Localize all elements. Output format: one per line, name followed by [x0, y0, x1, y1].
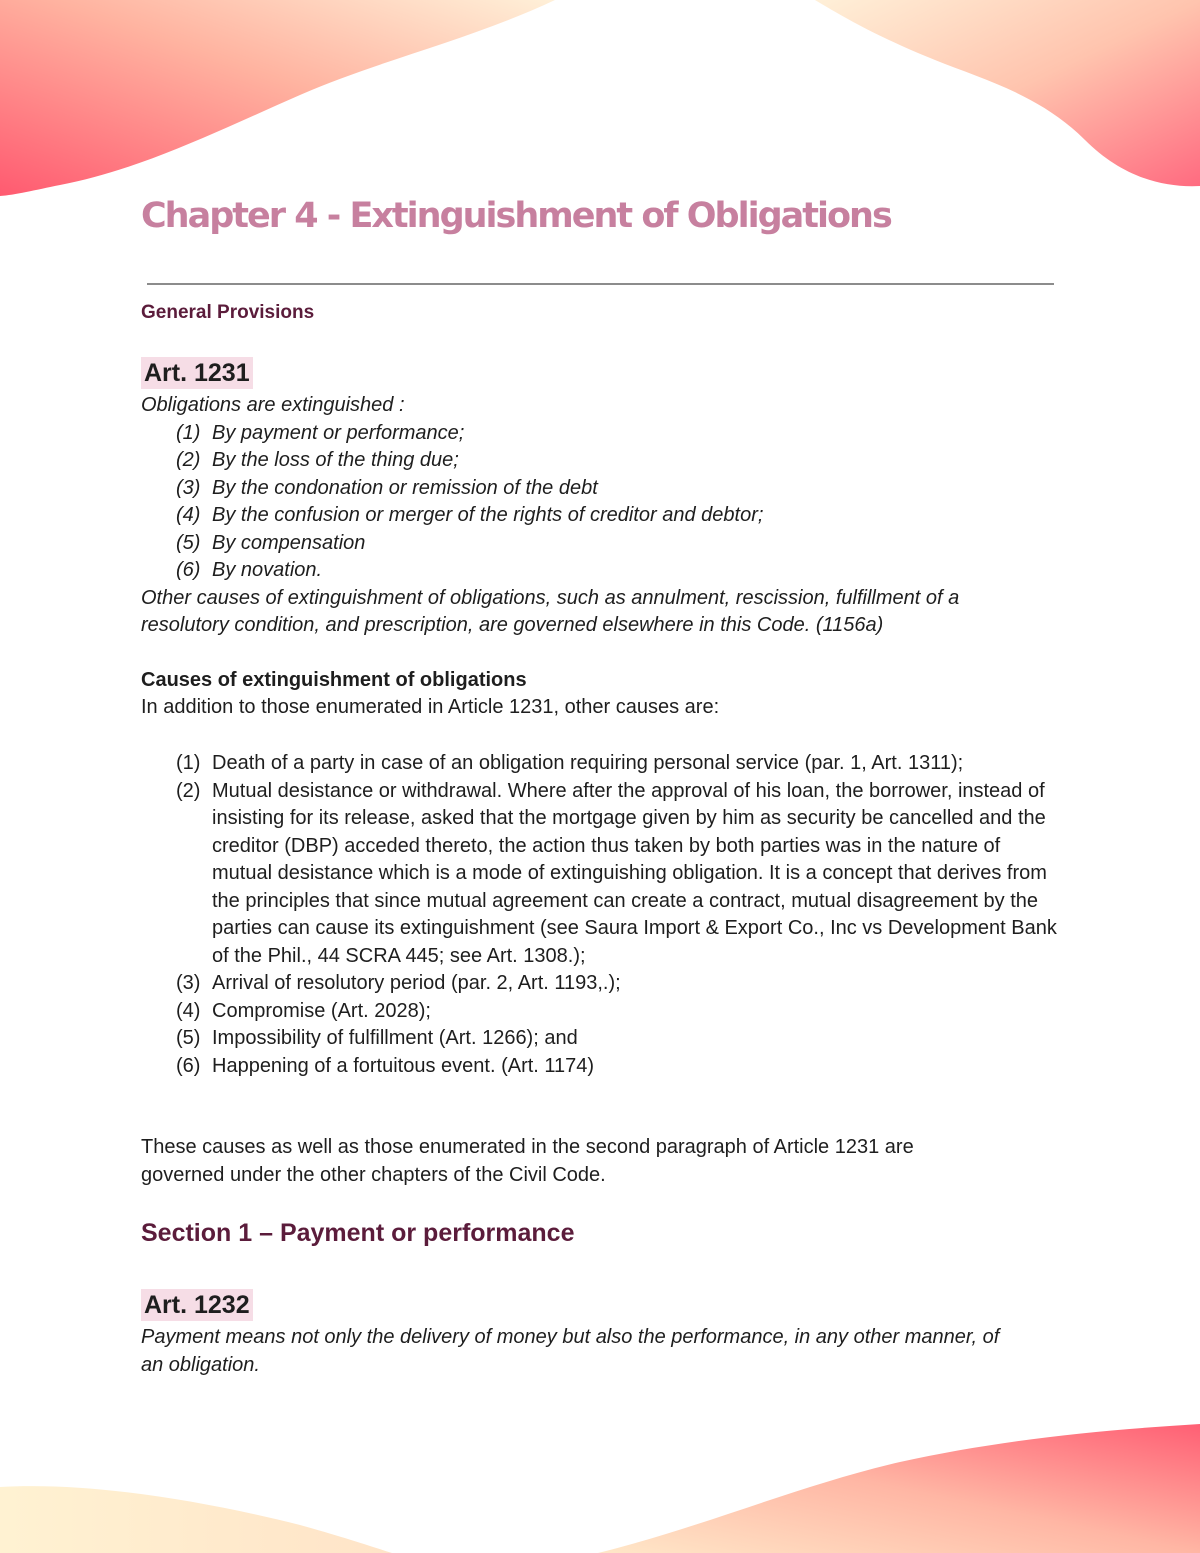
causes-heading: Causes of extinguishment of obligations — [141, 669, 527, 691]
causes-intro: In addition to those enumerated in Article 1231, other causes are: — [141, 696, 720, 718]
section-1-heading: Section 1 – Payment or performance — [141, 1219, 575, 1247]
art-1232-text: Payment means not only the delivery of money but also the performance, in any other manner, of an obligation. — [141, 1326, 1000, 1376]
title-divider — [147, 283, 1054, 285]
art-1231-list — [141, 420, 1061, 585]
list-item-text: By compensation — [212, 531, 366, 554]
list-item — [141, 778, 1061, 971]
list-item-text: By payment or performance; — [212, 421, 465, 444]
art-1232-heading-wrap — [141, 1289, 253, 1321]
list-item — [141, 1053, 1061, 1081]
list-item-number: (1) — [176, 752, 201, 774]
causes-list — [141, 750, 1061, 1080]
list-item-text: Mutual desistance or withdrawal. Where after the approval of his loan, the borrower, instead of insisting for its release, asked that the mortgage given by him as security be cancelled and the creditor (DBP) acceded thereto, the action thus taken by both parties was in the nature of mutual desistance which is a mode of extinguishing obligation. It is a concept that derives from the principles that since mutual agreement can create a contract, mutual disagreement by the parties can cause its extinguishment (see Saura Import & Export Co., Inc vs Development Bank of the Phil., 44 SCRA 445; see Art. 1308.); — [212, 779, 1057, 967]
list-item — [141, 475, 1061, 503]
list-item — [141, 970, 1061, 998]
list-item-text: Death of a party in case of an obligation requiring personal service (par. 1, Art. 1311); — [212, 752, 964, 774]
list-item-text: Impossibility of fulfillment (Art. 1266); and — [212, 1027, 578, 1049]
list-item — [141, 502, 1061, 530]
list-item — [141, 420, 1061, 448]
list-item — [141, 1025, 1061, 1053]
list-item-number: (6) — [176, 1054, 201, 1077]
list-item-number: (4) — [176, 504, 201, 526]
top-left-wave — [0, 0, 555, 196]
list-item-text: Arrival of resolutory period (par. 2, Art. 1193,.); — [212, 972, 621, 994]
list-item-text: By the condonation or remission of the debt — [212, 476, 598, 499]
art-1232-heading: Art. 1232 — [141, 1289, 253, 1321]
art-1231-heading-wrap — [141, 357, 253, 389]
list-item-number: (3) — [176, 972, 201, 994]
list-item-number: (2) — [176, 449, 201, 471]
list-item — [141, 750, 1061, 778]
list-item — [141, 557, 1061, 585]
art-1231-body — [141, 392, 1061, 640]
list-item-text: Compromise (Art. 2028); — [212, 999, 431, 1022]
list-item-number: (1) — [176, 421, 201, 444]
list-item-number: (3) — [176, 476, 201, 499]
causes-closing: These causes as well as those enumerated in the second paragraph of Article 1231 are governed under the other chapters of the Civil Code. — [141, 1136, 914, 1186]
list-item-text: Happening of a fortuitous event. (Art. 1174) — [212, 1054, 595, 1077]
art-1231-intro: Obligations are extinguished : — [141, 394, 405, 416]
list-item-text: By the confusion or merger of the rights of creditor and debtor; — [212, 504, 764, 526]
list-item — [141, 447, 1061, 475]
list-item-number: (2) — [176, 779, 201, 802]
list-item-number: (5) — [176, 531, 201, 554]
art-1231-closing: Other causes of extinguishment of obligations, such as annulment, rescission, fulfillment of a resolutory condition, and prescription, are governed elsewhere in this Code. (1156a) — [141, 586, 960, 636]
bottom-right-wave — [598, 1424, 1200, 1553]
list-item — [141, 998, 1061, 1026]
art-1231-heading: Art. 1231 — [141, 357, 253, 389]
list-item-number: (6) — [176, 559, 201, 581]
top-right-wave — [815, 0, 1200, 186]
list-item-text: By the loss of the thing due; — [212, 449, 459, 471]
chapter-title: Chapter 4 - Extinguishment of Obligations — [141, 196, 891, 236]
list-item — [141, 530, 1061, 558]
list-item-number: (5) — [176, 1027, 201, 1049]
general-provisions-heading: General Provisions — [141, 302, 315, 323]
bottom-left-wave — [0, 1486, 392, 1553]
list-item-text: By novation. — [212, 559, 323, 581]
list-item-number: (4) — [176, 999, 201, 1022]
